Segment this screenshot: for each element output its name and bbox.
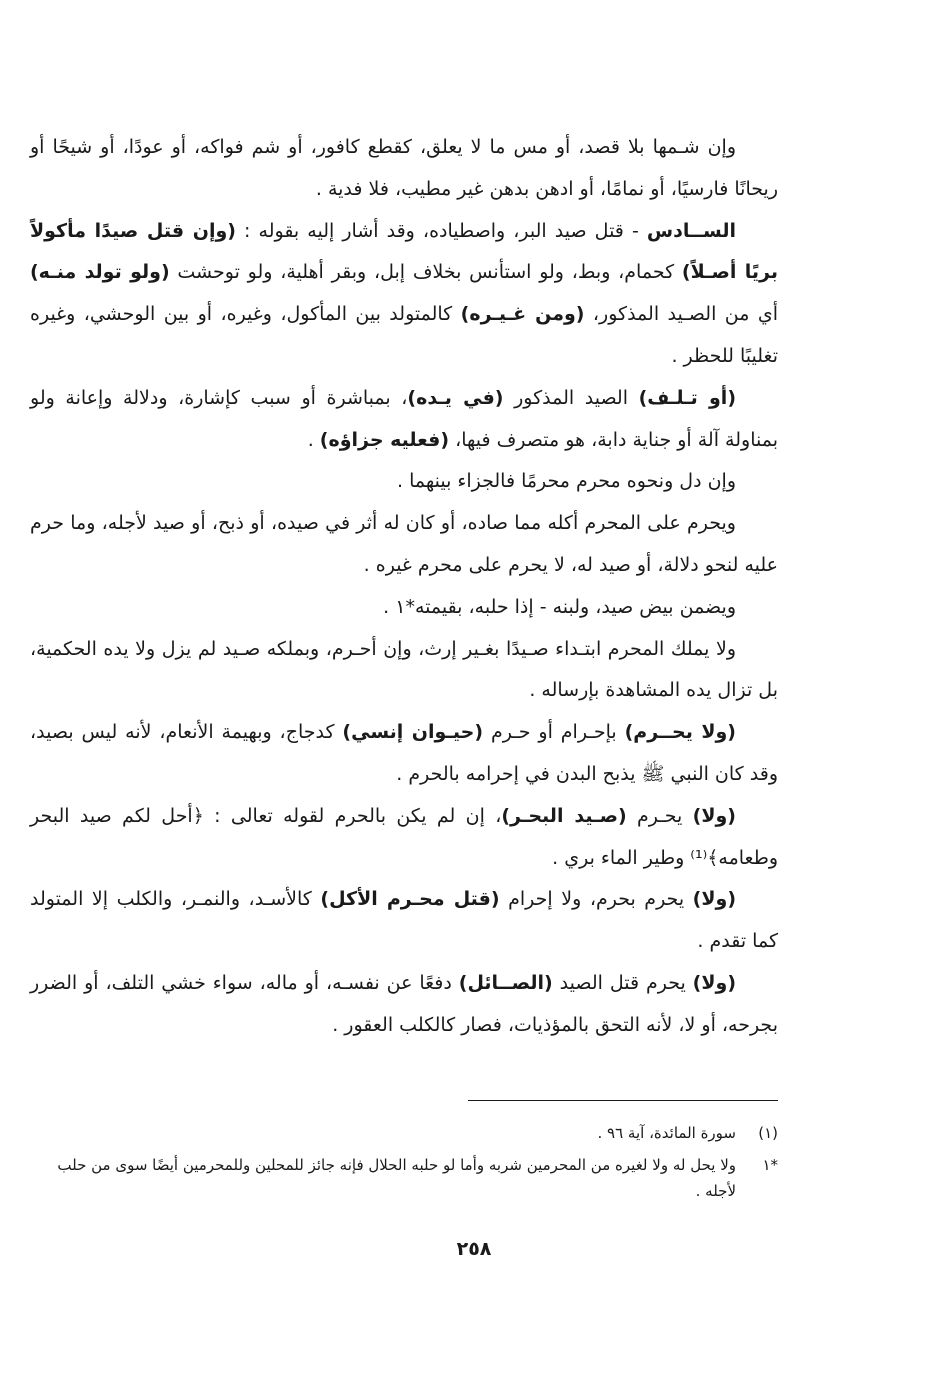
matn-phrase: (أو تـلـف)	[638, 386, 737, 409]
footnote-text: سورة المائدة، آية ٩٦ .	[597, 1124, 736, 1142]
paragraph-1	[30, 127, 778, 211]
paragraph-4	[30, 461, 778, 503]
main-text	[30, 127, 778, 1047]
paragraph-11-text-a: يحرم قتل الصيد	[552, 971, 693, 994]
footnote-marker: (١)	[758, 1124, 778, 1142]
paragraph-4-text: وإن دل ونحوه محرم محرمًا فالجزاء بينهما .	[397, 470, 736, 493]
paragraph-5-text: ويحرم على المحرم أكله مما صاده، أو كان له أثر في صيده، أو ذبح، أو صيد لأجله، وما حرم عليه لنحو دلالة، أو صيد له، لا يحرم على محرم غيره .	[30, 512, 778, 576]
paragraph-2-text-d: كالمتولد بين المأكول، وغيره، أو بين الوحشي، وغيره تغليبًا للحظر .	[30, 303, 778, 367]
page-number: ٢٥٨	[456, 1238, 492, 1260]
matn-phrase: (الصــائل)	[458, 971, 553, 994]
paragraph-7	[30, 629, 778, 713]
matn-phrase: (ولو تولد منـه)	[30, 261, 170, 284]
paragraph-6-text: ويضمن بيض صيد، ولبنه - إذا حلبه، بقيمته*١ .	[383, 595, 736, 618]
paragraph-9	[30, 796, 778, 880]
paragraph-2-text-b: كحمام، وبط، ولو استأنس بخلاف إبل، وبقر أهلية، ولو توحشت	[169, 261, 682, 284]
paragraph-5	[30, 503, 778, 587]
section-heading-sixth: الســادس	[646, 219, 736, 242]
paragraph-10-text-b: كالأسـد، والنمـر، والكلب إلا المتولد كما تقدم .	[30, 888, 778, 953]
matn-phrase: (ولا)	[692, 804, 736, 827]
footnote-marker: *١	[762, 1156, 778, 1174]
paragraph-7-text: ولا يملك المحرم ابتـداء صـيدًا بغـير إرث، وإن أحـرم، وبملكه صـيد لم يزل ولا يده الحكمية، بل تزال يده المشاهدة بإرساله .	[30, 637, 778, 702]
footnote-1	[40, 1120, 778, 1146]
paragraph-8	[30, 712, 778, 796]
paragraph-3-text-c: .	[307, 428, 320, 451]
paragraph-8-text-b: كدجاج، وبهيمة الأنعام، لأنه ليس بصيد، وقد كان النبي ﷺ يذبح البدن في إحرامه بالحرم .	[30, 721, 778, 785]
matn-phrase: (ومن غـيـره)	[460, 303, 585, 326]
footnote-2	[40, 1152, 778, 1204]
matn-phrase: (قتل محـرم الأكل)	[320, 888, 500, 911]
paragraph-9-text-a: يحـرم	[626, 804, 693, 827]
matn-phrase: (وإن قتل صيدًا مأكولاً بريًا أصـلاً)	[30, 219, 778, 284]
matn-phrase: (ولا)	[692, 971, 736, 994]
paragraph-2-text-a: - قتل صيد البر، واصطياده، وقد أشار إليه بقوله :	[235, 219, 647, 242]
matn-phrase: (ولا يحــرم)	[624, 721, 736, 744]
paragraph-3-text-b: ، بمباشرة أو سبب كإشارة، ودلالة وإعانة ولو بمناولة آلة أو جناية دابة، هو متصرف فيها،	[30, 386, 778, 451]
paragraph-11-text-b: دفعًا عن نفسـه، أو ماله، سواء خشي التلف، أو الضرر بجرحه، أو لا، لأنه التحق بالمؤذيات، فصار كالكلب العقور .	[30, 971, 778, 1036]
paragraph-1-text: وإن شـمها بلا قصد، أو مس ما لا يعلق، كقطع كافور، أو شم فواكه، أو عودًا، أو شيحًا أو ريحانًا فارسيًا، أو نمامًا، أو ادهن بدهن غير مطيب، فلا فدية .	[30, 136, 778, 200]
matn-phrase: (حيـوان إنسي)	[342, 721, 484, 744]
paragraph-6	[30, 587, 778, 629]
paragraph-3	[30, 378, 778, 462]
matn-phrase: (صـيد البحـر)	[501, 804, 627, 827]
paragraph-3-text-a: الصيد المذكور	[503, 386, 639, 409]
footnote-text: ولا يحل له ولا لغيره من المحرمين شربه وأما لو حلبه الحلال فإنه جائز للمحلين وللمحرمين أيضًا سوى من حلب لأجله .	[57, 1156, 736, 1200]
footnotes	[40, 1120, 778, 1210]
paragraph-2	[30, 211, 778, 378]
matn-phrase: (في يـده)	[407, 386, 504, 409]
paragraph-2-text-c: أي من الصـيد المذكور،	[584, 303, 779, 326]
paragraph-10-text-a: يحرم بحرم، ولا إحرام	[499, 888, 693, 911]
paragraph-10	[30, 879, 778, 963]
paragraph-9-text-b: ، إن لم يكن بالحرم لقوله تعالى : ﴿أحل لكم صيد البحر وطعامه﴾⁽¹⁾ وطير الماء بري .	[30, 804, 778, 869]
matn-phrase: (فعليه جزاؤه)	[319, 428, 450, 451]
paragraph-8-text-a: بإحـرام أو حـرم	[483, 721, 625, 744]
matn-phrase: (ولا)	[692, 888, 736, 911]
footnote-divider	[468, 1100, 778, 1101]
paragraph-11	[30, 963, 778, 1047]
